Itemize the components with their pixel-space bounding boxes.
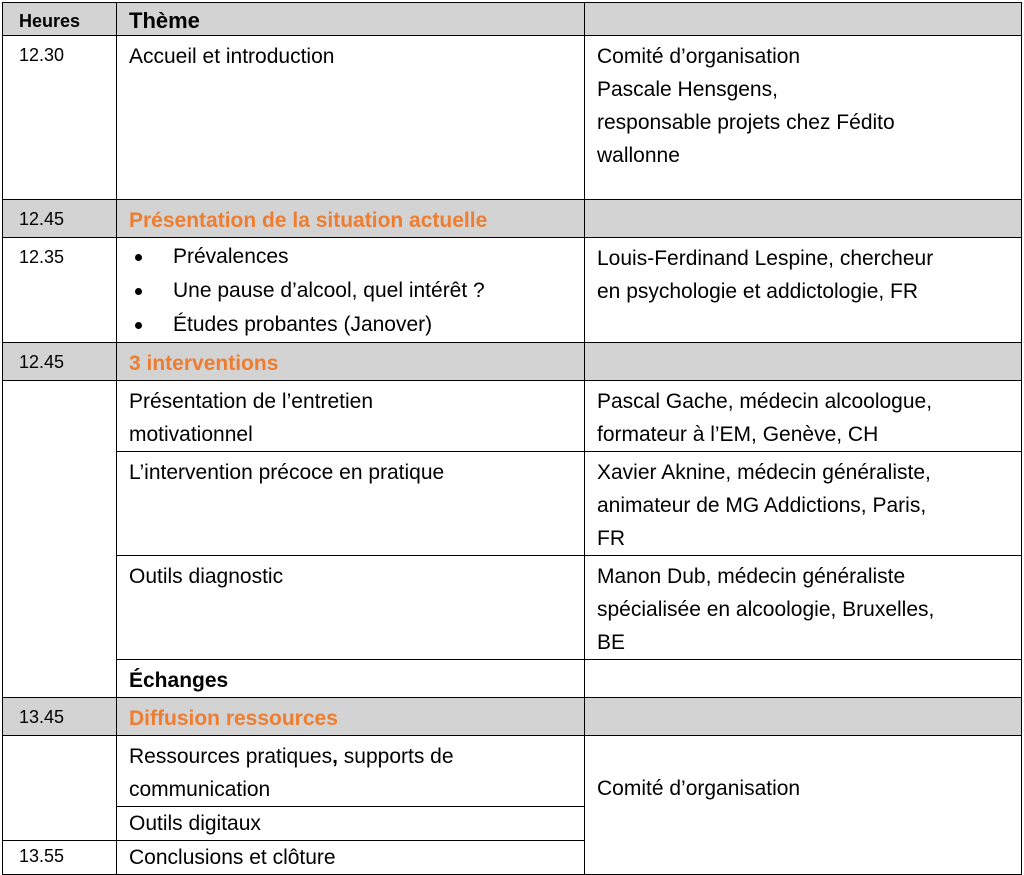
- empty-cell: [585, 698, 1022, 736]
- section-row-situation: [3, 200, 1022, 238]
- speaker-line: responsable projets chez Fédito: [597, 111, 895, 134]
- theme-line: motivationnel: [129, 423, 253, 446]
- bullet-list: [129, 240, 574, 342]
- bullet-item: Études probantes (Janover): [129, 308, 574, 342]
- speaker-line: animateur de MG Addictions, Paris,: [597, 494, 927, 517]
- section-title: Présentation de la situation actuelle: [117, 200, 585, 238]
- bullet-item: Prévalences: [129, 240, 574, 274]
- time-cell: 12.45: [3, 343, 117, 381]
- program-table: [2, 2, 1022, 875]
- speaker-cell: [585, 381, 1022, 452]
- theme-cell: L’intervention précoce en pratique: [117, 452, 585, 556]
- theme-text: Ressources pratiques: [129, 745, 333, 768]
- row-ressources: [3, 736, 1022, 807]
- theme-cell: Outils diagnostic: [117, 556, 585, 660]
- speaker-cell: [585, 556, 1022, 660]
- speaker-line: Xavier Aknine, médecin généraliste,: [597, 461, 931, 484]
- speaker-line: Pascal Gache, médecin alcoologue,: [597, 390, 933, 413]
- speaker-cell: [585, 452, 1022, 556]
- theme-cell: Accueil et introduction: [117, 36, 585, 200]
- row-echanges: [3, 660, 1022, 698]
- section-row-interventions: [3, 343, 1022, 381]
- section-title: 3 interventions: [117, 343, 585, 381]
- theme-line: Présentation de l’entretien: [129, 390, 373, 413]
- theme-line: [129, 740, 574, 773]
- theme-comma: ,: [332, 745, 338, 768]
- time-cell-empty: [3, 736, 117, 841]
- speaker-line: formateur à l’EM, Genève, CH: [597, 423, 879, 446]
- header-row: [3, 3, 1022, 36]
- speaker-cell: [585, 36, 1022, 200]
- row-outils-diagnostic: [3, 556, 1022, 660]
- row-intervention-precoce: [3, 452, 1022, 556]
- theme-cell: Conclusions et clôture: [117, 841, 585, 875]
- speaker-line: BE: [597, 631, 626, 654]
- speaker-line: Pascale Hensgens,: [597, 78, 778, 101]
- section-row-diffusion: [3, 698, 1022, 736]
- time-cell: 12.35: [3, 238, 117, 343]
- section-title: Diffusion ressources: [117, 698, 585, 736]
- theme-cell: Outils digitaux: [117, 807, 585, 841]
- empty-cell: [585, 660, 1022, 698]
- header-theme: Thème: [117, 3, 585, 36]
- speaker-line: Comité d’organisation: [597, 45, 801, 68]
- time-cell: 12.30: [3, 36, 117, 200]
- theme-cell: [117, 238, 585, 343]
- speaker-line: Louis-Ferdinand Lespine, chercheur: [597, 247, 934, 270]
- speaker-cell: Comité d’organisation: [585, 736, 1022, 875]
- bullet-item: Une pause d’alcool, quel intérêt ?: [129, 274, 574, 308]
- row-entretien: [3, 381, 1022, 452]
- row-prevalences: [3, 238, 1022, 343]
- header-empty: [585, 3, 1022, 36]
- theme-text: supports de: [337, 745, 454, 768]
- empty-cell: [585, 343, 1022, 381]
- row-accueil: [3, 36, 1022, 200]
- time-cell: 13.45: [3, 698, 117, 736]
- time-cell: 12.45: [3, 200, 117, 238]
- speaker-line: en psychologie et addictologie, FR: [597, 280, 919, 303]
- empty-cell: [585, 200, 1022, 238]
- theme-line: communication: [129, 778, 271, 801]
- time-cell: 13.55: [3, 841, 117, 875]
- speaker-line: Manon Dub, médecin généraliste: [597, 565, 906, 588]
- time-cell-empty: [3, 381, 117, 698]
- speaker-line: FR: [597, 527, 625, 550]
- speaker-line: spécialisée en alcoologie, Bruxelles,: [597, 598, 935, 621]
- theme-cell: [117, 736, 585, 807]
- theme-cell: [117, 381, 585, 452]
- theme-cell: Échanges: [117, 660, 585, 698]
- speaker-line: wallonne: [597, 144, 680, 167]
- speaker-cell: [585, 238, 1022, 343]
- header-heures: Heures: [3, 3, 117, 36]
